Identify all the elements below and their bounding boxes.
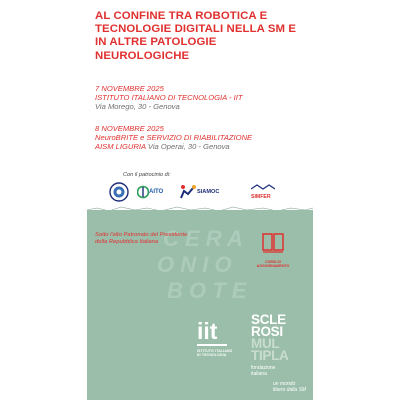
aito-logo [137, 181, 163, 203]
event-address: Via Operai, 30 - Genova [147, 142, 230, 152]
event-venue: NeuroBRITE e SERVIZIO DI RIABILITAZIONE [95, 133, 253, 143]
event-day-1 [95, 84, 307, 112]
svg-text:B O T E: B O T E [167, 278, 247, 303]
event-date: 8 NOVEMBRE 2025 [95, 124, 164, 133]
iit-logo [197, 320, 237, 357]
patronage-label: Con il patrocinio di: [123, 172, 171, 178]
simfer-label: SIMFER [251, 194, 271, 200]
fism-sub-1: fondazione [251, 365, 276, 371]
fism-tagline [273, 382, 306, 393]
event-title: AL CONFINE TRA ROBOTICA E TECNOLOGIE DIGITALI NELLA SM E IN ALTRE PATOLOGIE NEUROLOGICHE [95, 10, 297, 62]
course-label: CORSI DI AGGIORNAMENTO [256, 260, 290, 268]
patron-logos [109, 181, 299, 203]
simfer-logo [251, 181, 275, 203]
iit-logo-mark: iit [197, 318, 218, 344]
event-venue: ISTITUTO ITALIANO DI TECNOLOGIA - IIT [95, 93, 243, 103]
fism-logo [251, 314, 311, 377]
fism-word-3: MUL [251, 336, 280, 351]
aito-label: AITO [149, 189, 164, 195]
iit-logo-rule [197, 344, 227, 346]
fism-tag-1: un mondo [273, 381, 296, 387]
brochure-cover [87, 0, 313, 400]
svg-text:O N I O: O N I O [157, 252, 232, 277]
fism-tag-3: dalla SM [286, 386, 307, 393]
siamoc-label: SIAMOC [197, 189, 220, 195]
iit-logo-name: ISTITUTO ITALIANO DI TECNOLOGIA [197, 349, 233, 357]
event-venue-address [95, 142, 230, 151]
siamoc-logo [179, 181, 219, 203]
fism-word-1: SCLE [251, 312, 286, 327]
event-venue-org: AISM LIGURIA [95, 142, 146, 152]
fism-subtitle [251, 365, 311, 377]
event-date: 7 NOVEMBRE 2025 [95, 84, 164, 93]
open-book-icon [261, 232, 285, 256]
fism-word-2: ROSI [251, 324, 283, 339]
fism-tag-2: libero [273, 386, 286, 393]
fism-sub-2: italiana [251, 371, 267, 377]
presidential-patronage: Sotto l'alto Patronato del Presidente della Repubblica Italiana [95, 232, 188, 246]
society-seal-logo [109, 181, 129, 203]
event-address: Via Morego, 30 - Genova [95, 102, 180, 112]
fism-word-4: TIPLA [251, 348, 289, 363]
event-day-2 [95, 124, 307, 152]
svg-text:C E R A: C E R A [163, 226, 243, 251]
